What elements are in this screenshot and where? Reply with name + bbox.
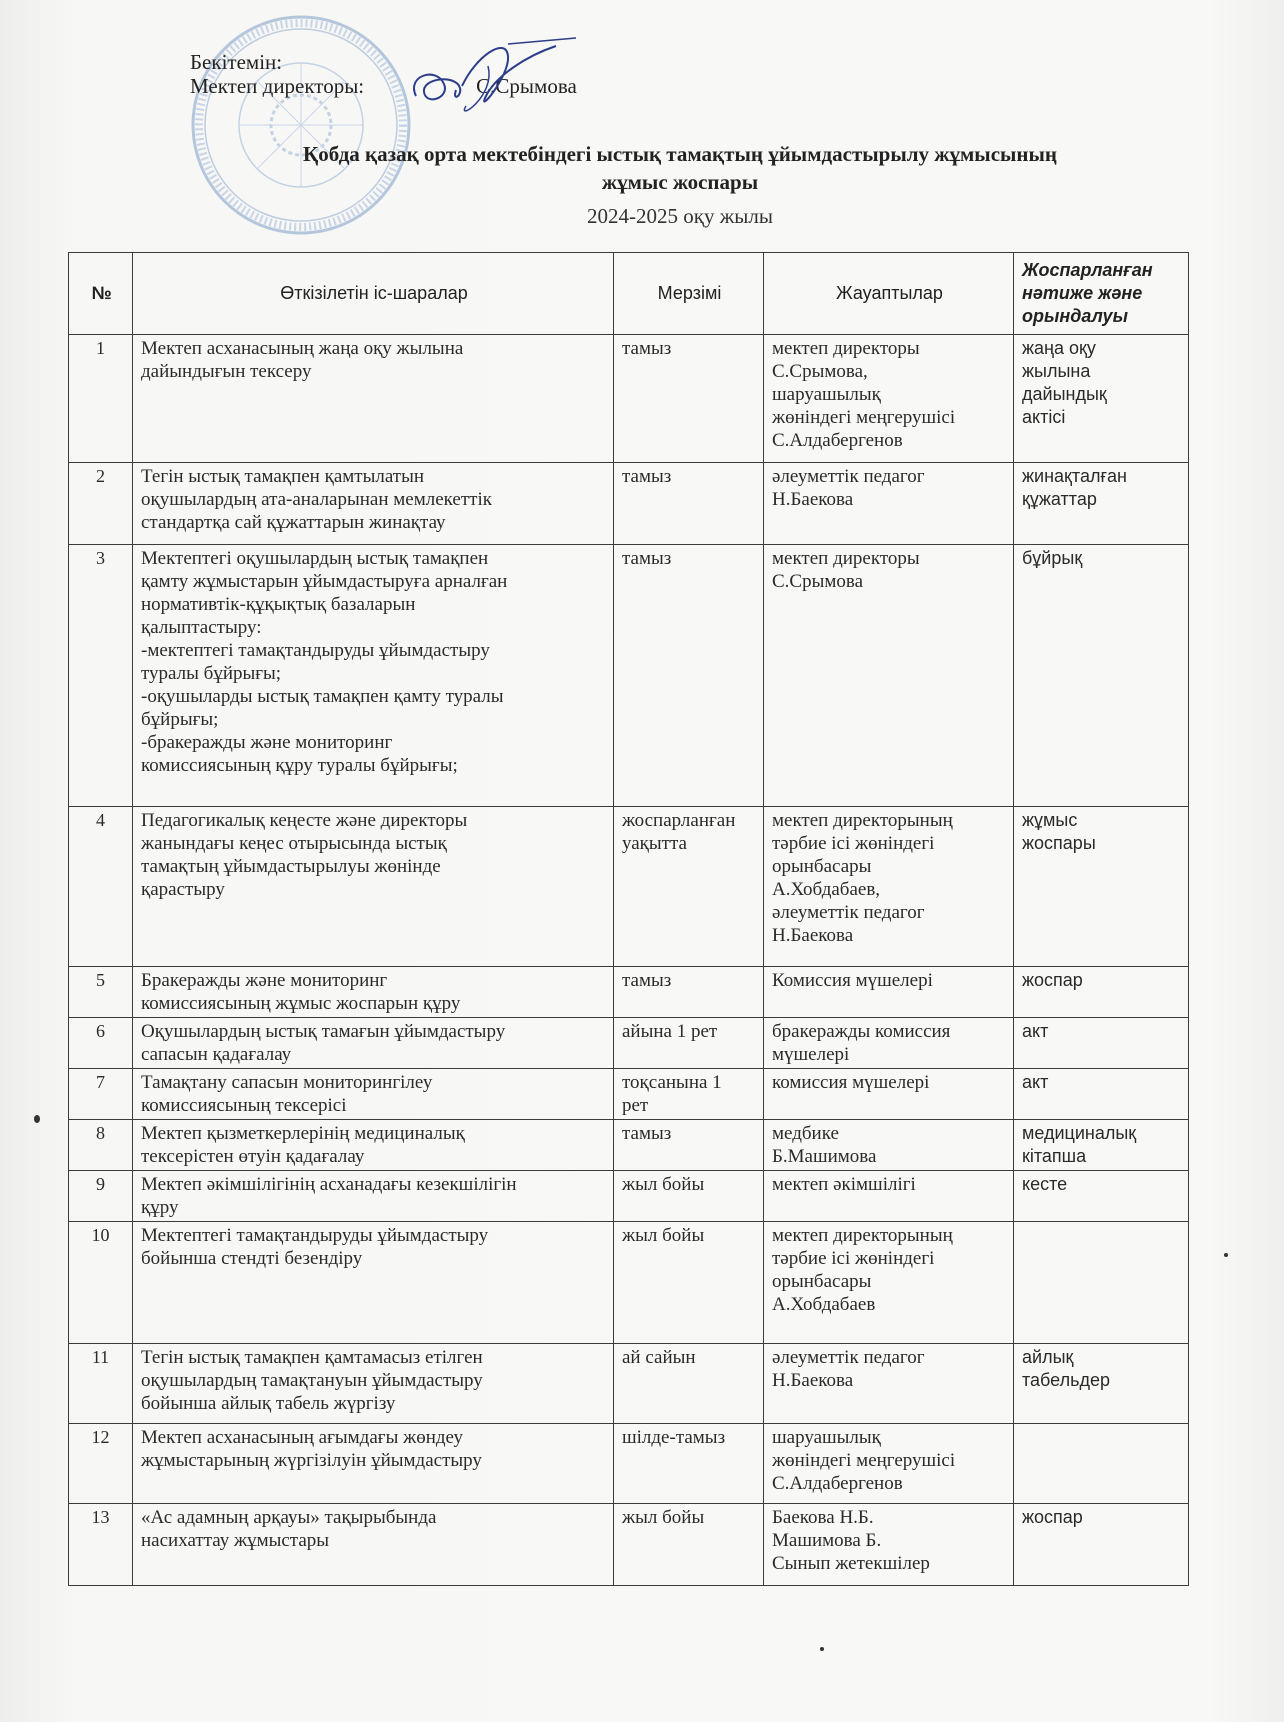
- row-activity: Тегін ыстық тамақпен қамтылатын оқушылардың ата-аналарынан мемлекеттік стандартқа сай құжаттарын жинақтау: [133, 463, 614, 545]
- row-result: жаңа оқу жылына дайындық актісі: [1014, 335, 1189, 463]
- row-deadline: тоқсанына 1 рет: [614, 1069, 764, 1120]
- header-number: №: [69, 253, 133, 335]
- row-number: 5: [69, 967, 133, 1018]
- header-deadline: Мерзімі: [614, 253, 764, 335]
- table-row: [69, 463, 1189, 545]
- row-number: 1: [69, 335, 133, 463]
- table-row: [69, 1018, 1189, 1069]
- academic-year: 2024-2025 оқу жылы: [587, 204, 773, 228]
- row-number: 13: [69, 1504, 133, 1586]
- row-deadline: ай сайын: [614, 1344, 764, 1424]
- row-responsible: мектеп директорының тәрбие ісі жөніндегі орынбасары А.Хобдабаев: [764, 1222, 1014, 1344]
- table-row: [69, 545, 1189, 807]
- table-row: [69, 1120, 1189, 1171]
- title-line-2: жұмыс жоспары: [601, 170, 759, 194]
- director-label: Мектеп директоры:: [190, 74, 365, 98]
- row-deadline: тамыз: [614, 1120, 764, 1171]
- row-number: 9: [69, 1171, 133, 1222]
- row-responsible: медбике Б.Машимова: [764, 1120, 1014, 1171]
- table-row: [69, 1344, 1189, 1424]
- row-number: 10: [69, 1222, 133, 1344]
- header-result: Жоспарланған нәтиже және орындалуы: [1014, 253, 1189, 335]
- row-deadline: жоспарланған уақытта: [614, 807, 764, 967]
- row-responsible: мектеп директорының тәрбие ісі жөніндегі орынбасары А.Хобдабаев, әлеуметтік педагог Н.Баекова: [764, 807, 1014, 967]
- row-activity: Мектеп асханасының ағымдағы жөндеу жұмыстарының жүргізілуін ұйымдастыру: [133, 1424, 614, 1504]
- row-activity: Тамақтану сапасын мониторингілеу комиссиясының тексерісі: [133, 1069, 614, 1120]
- row-result: бұйрық: [1014, 545, 1189, 807]
- row-number: 12: [69, 1424, 133, 1504]
- row-deadline: жыл бойы: [614, 1504, 764, 1586]
- row-activity: Мектептегі оқушылардың ыстық тамақпен қамту жұмыстарын ұйымдастыруға арналған нормативтік-құқықтық базаларын қалыптастыру: -мектептегі тамақтандыруды ұйымдастыру туралы бұйрығы; -оқушыларды ыстық тамақпен қамту туралы бұйрығы; -бракеражды және мониторинг комиссиясының құру туралы бұйрығы;: [133, 545, 614, 807]
- scan-speck: [34, 1115, 40, 1123]
- row-result: жинақталған құжаттар: [1014, 463, 1189, 545]
- row-responsible: мектеп әкімшілігі: [764, 1171, 1014, 1222]
- row-result: [1014, 1222, 1189, 1344]
- row-number: 7: [69, 1069, 133, 1120]
- row-activity: Мектеп әкімшілігінің асханадағы кезекшілігін құру: [133, 1171, 614, 1222]
- title-line-1: Қобда қазақ орта мектебіндегі ыстық тамақтың ұйымдастырылу жұмысының: [302, 142, 1058, 166]
- row-result: жоспар: [1014, 967, 1189, 1018]
- row-result: кесте: [1014, 1171, 1189, 1222]
- row-responsible: әлеуметтік педагог Н.Баекова: [764, 1344, 1014, 1424]
- row-responsible: Комиссия мүшелері: [764, 967, 1014, 1018]
- table-row: [69, 807, 1189, 967]
- row-responsible: мектеп директоры С.Срымова, шаруашылық жөніндегі меңгерушісі С.Алдабергенов: [764, 335, 1014, 463]
- plan-table: [68, 252, 1189, 1586]
- row-deadline: тамыз: [614, 545, 764, 807]
- row-number: 3: [69, 545, 133, 807]
- row-deadline: тамыз: [614, 967, 764, 1018]
- row-result: айлық табельдер: [1014, 1344, 1189, 1424]
- table-row: [69, 1069, 1189, 1120]
- row-activity: Тегін ыстық тамақпен қамтамасыз етілген оқушылардың тамақтануын ұйымдастыру бойынша айлық табель жүргізу: [133, 1344, 614, 1424]
- row-number: 11: [69, 1344, 133, 1424]
- table-row: [69, 967, 1189, 1018]
- row-activity: Мектеп қызметкерлерінің медициналық тексерістен өтуін қадағалау: [133, 1120, 614, 1171]
- row-responsible: бракеражды комиссия мүшелері: [764, 1018, 1014, 1069]
- row-activity: Оқушылардың ыстық тамағын ұйымдастыру сапасын қадағалау: [133, 1018, 614, 1069]
- header-responsible: Жауаптылар: [764, 253, 1014, 335]
- row-deadline: жыл бойы: [614, 1222, 764, 1344]
- row-number: 8: [69, 1120, 133, 1171]
- row-activity: Бракеражды және мониторинг комиссиясының жұмыс жоспарын құру: [133, 967, 614, 1018]
- row-activity: «Ас адамның арқауы» тақырыбында насихаттау жұмыстары: [133, 1504, 614, 1586]
- row-deadline: айына 1 рет: [614, 1018, 764, 1069]
- table-row: [69, 1424, 1189, 1504]
- row-deadline: шілде-тамыз: [614, 1424, 764, 1504]
- row-deadline: тамыз: [614, 335, 764, 463]
- row-activity: Мектептегі тамақтандыруды ұйымдастыру бойынша стендті безендіру: [133, 1222, 614, 1344]
- row-deadline: жыл бойы: [614, 1171, 764, 1222]
- row-responsible: Баекова Н.Б. Машимова Б. Сынып жетекшілер: [764, 1504, 1014, 1586]
- table-row: [69, 335, 1189, 463]
- header-activity: Өткізілетін іс-шаралар: [133, 253, 614, 335]
- row-result: акт: [1014, 1018, 1189, 1069]
- row-activity: Педагогикалық кеңесте және директоры жанындағы кеңес отырысында ыстық тамақтың ұйымдастырылуы жөнінде қарастыру: [133, 807, 614, 967]
- approval-label: Бекітемін:: [190, 50, 283, 74]
- row-responsible: әлеуметтік педагог Н.Баекова: [764, 463, 1014, 545]
- row-number: 2: [69, 463, 133, 545]
- table-row: [69, 1504, 1189, 1586]
- table-row: [69, 1222, 1189, 1344]
- scan-speck: [820, 1647, 824, 1651]
- row-result: [1014, 1424, 1189, 1504]
- document-title: [120, 140, 1240, 196]
- row-responsible: шаруашылық жөніндегі меңгерушісі С.Алдабергенов: [764, 1424, 1014, 1504]
- row-activity: Мектеп асханасының жаңа оқу жылына дайындығын тексеру: [133, 335, 614, 463]
- row-number: 6: [69, 1018, 133, 1069]
- row-result: акт: [1014, 1069, 1189, 1120]
- row-number: 4: [69, 807, 133, 967]
- row-responsible: комиссия мүшелері: [764, 1069, 1014, 1120]
- row-result: жоспар: [1014, 1504, 1189, 1586]
- table-row: [69, 1171, 1189, 1222]
- scan-speck: [1224, 1253, 1228, 1257]
- director-name: С.Срымова: [476, 74, 577, 98]
- row-result: жұмыс жоспары: [1014, 807, 1189, 967]
- handwritten-signature: [396, 36, 636, 126]
- table-header-row: [69, 253, 1189, 335]
- row-deadline: тамыз: [614, 463, 764, 545]
- row-result: медициналық кітапша: [1014, 1120, 1189, 1171]
- row-responsible: мектеп директоры С.Срымова: [764, 545, 1014, 807]
